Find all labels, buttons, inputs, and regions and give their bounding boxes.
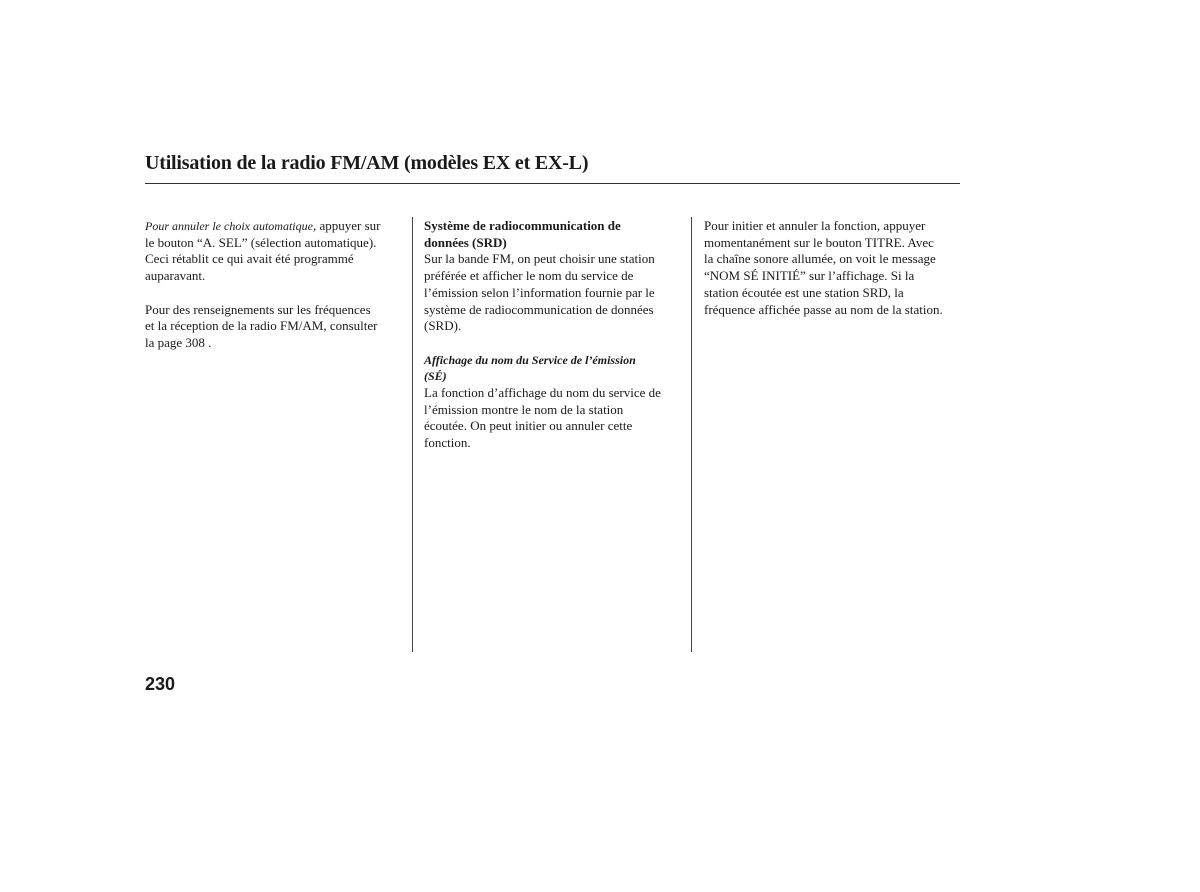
text-line: Sur la bande FM, on peut choisir une station <box>424 251 655 267</box>
text-line: La fonction d’affichage du nom du service de <box>424 385 661 401</box>
text-line: l’émission montre le nom de la station <box>424 401 624 417</box>
text-line: préférée et afficher le nom du service de <box>424 268 634 284</box>
italic-lead-in: Pour annuler le choix automatique <box>145 219 313 233</box>
text-line: système de radiocommunication de données <box>424 301 654 317</box>
page-title: Utilisation de la radio FM/AM (modèles EX et EX-L) <box>145 152 589 174</box>
paragraph-auto-select-cancel <box>145 218 400 285</box>
paragraph-srd <box>424 251 682 335</box>
text-line: auparavant. <box>145 268 206 284</box>
text-line: fonction. <box>424 435 471 451</box>
text-line: fréquence affichée passe au nom de la station. <box>704 301 943 317</box>
text-line: le bouton “A. SEL” (sélection automatique). <box>145 234 377 250</box>
heading-line: Affichage du nom du Service de l’émission <box>424 352 636 367</box>
column-right <box>704 218 969 318</box>
column-divider <box>412 217 413 652</box>
paragraph-titre-button <box>704 218 969 318</box>
title-rule <box>145 183 960 184</box>
text-line: momentanément sur le bouton TITRE. Avec <box>704 234 934 250</box>
page-number: 230 <box>145 674 176 694</box>
text-line: la chaîne sonore allumée, on voit le message <box>704 251 936 267</box>
text-line: station écoutée est une station SRD, la <box>704 284 904 300</box>
text-line: écoutée. On peut initier ou annuler cette <box>424 418 633 434</box>
text-line: et la réception de la radio FM/AM, consulter <box>145 318 378 334</box>
paragraph-se-display <box>424 385 682 452</box>
text-line: Pour des renseignements sur les fréquences <box>145 301 371 317</box>
text-line: , appuyer sur <box>312 218 381 233</box>
heading-line: données (SRD) <box>424 234 507 250</box>
section-heading-srd <box>424 218 682 251</box>
text-line: Ceci rétablit ce qui avait été programmé <box>145 251 354 267</box>
column-divider <box>691 217 692 652</box>
text-line: (SRD). <box>424 318 462 334</box>
text-line: “NOM SÉ INITIÉ” sur l’affichage. Si la <box>704 268 915 284</box>
text-line: Pour initier et annuler la fonction, appuyer <box>704 218 926 233</box>
column-left <box>145 218 400 352</box>
text-line: l’émission selon l’information fournie par le <box>424 284 655 300</box>
text-line: la page 308 . <box>145 334 212 350</box>
heading-line: (SÉ) <box>424 369 447 384</box>
subheading-se-display <box>424 352 682 385</box>
paragraph-frequency-reference <box>145 302 400 352</box>
column-middle <box>424 218 682 452</box>
heading-line: Système de radiocommunication de <box>424 218 621 233</box>
